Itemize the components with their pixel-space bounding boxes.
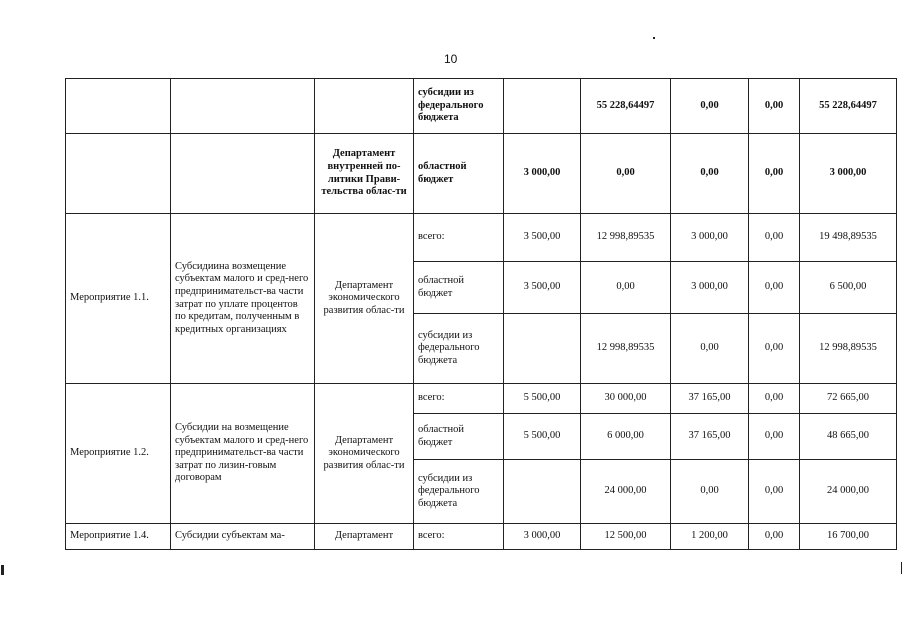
measure-id: Мероприятие 1.4. [66,524,171,550]
value-cell: 3 000,00 [504,524,581,550]
value-cell: 0,00 [581,134,671,214]
value-cell: 16 700,00 [800,524,897,550]
value-cell [504,460,581,524]
table-cell [171,134,315,214]
value-cell [504,314,581,384]
measure-name: Субсидии на возмещение субъектам малого и сред-него предпринимательст-ва части затрат по лизин-говым договорам [171,384,315,524]
value-cell: 12 998,89535 [581,314,671,384]
value-cell: 3 500,00 [504,262,581,314]
value-cell: 3 000,00 [800,134,897,214]
table-cell [171,79,315,134]
table-row [66,524,897,550]
value-cell: 24 000,00 [581,460,671,524]
funding-source: всего: [414,384,504,414]
scan-speck [653,37,655,39]
value-cell [504,79,581,134]
value-cell: 0,00 [671,79,749,134]
executor-cell: Департамент [315,524,414,550]
funding-source: областной бюджет [414,262,504,314]
value-cell: 0,00 [749,384,800,414]
value-cell: 5 500,00 [504,414,581,460]
value-cell: 55 228,64497 [800,79,897,134]
value-cell: 0,00 [671,134,749,214]
value-cell: 0,00 [749,134,800,214]
table-cell [66,134,171,214]
value-cell: 3 000,00 [671,262,749,314]
measure-name: Субсидиина возмещение субъектам малого и сред-него предпринимательст-ва части затрат по уплате процентов по кредитам, полученным в кредитных организациях [171,214,315,384]
value-cell: 12 998,89535 [581,214,671,262]
value-cell: 37 165,00 [671,384,749,414]
measure-id: Мероприятие 1.2. [66,384,171,524]
budget-table [65,78,897,550]
funding-source: всего: [414,524,504,550]
executor-cell: Департамент экономического развития облас-ти [315,214,414,384]
value-cell: 48 665,00 [800,414,897,460]
value-cell: 30 000,00 [581,384,671,414]
value-cell: 12 998,89535 [800,314,897,384]
value-cell: 37 165,00 [671,414,749,460]
page-number: 10 [444,52,458,66]
measure-id: Мероприятие 1.1. [66,214,171,384]
funding-source: субсидии из федерального бюджета [414,314,504,384]
value-cell: 72 665,00 [800,384,897,414]
funding-source: субсидии из федерального бюджета [414,79,504,134]
table-row [66,79,897,134]
funding-source: областной бюджет [414,414,504,460]
value-cell: 0,00 [749,214,800,262]
value-cell: 0,00 [749,414,800,460]
executor-cell: Департамент внутренней по-литики Прави-тельства облас-ти [315,134,414,214]
value-cell: 3 000,00 [671,214,749,262]
measure-name: Субсидии субъектам ма- [171,524,315,550]
table-cell [315,79,414,134]
value-cell: 0,00 [749,524,800,550]
executor-cell: Департамент экономического развития облас-ти [315,384,414,524]
funding-source: областной бюджет [414,134,504,214]
funding-source: субсидии из федерального бюджета [414,460,504,524]
value-cell: 0,00 [671,460,749,524]
value-cell: 55 228,64497 [581,79,671,134]
funding-source: всего: [414,214,504,262]
value-cell: 3 000,00 [504,134,581,214]
table-row [66,384,897,414]
value-cell: 6 000,00 [581,414,671,460]
value-cell: 24 000,00 [800,460,897,524]
value-cell: 0,00 [581,262,671,314]
scan-speck [901,562,902,574]
table-row [66,214,897,262]
value-cell: 19 498,89535 [800,214,897,262]
value-cell: 6 500,00 [800,262,897,314]
value-cell: 0,00 [749,460,800,524]
value-cell: 1 200,00 [671,524,749,550]
value-cell: 0,00 [671,314,749,384]
value-cell: 0,00 [749,262,800,314]
value-cell: 5 500,00 [504,384,581,414]
value-cell: 0,00 [749,79,800,134]
scan-speck [1,565,4,575]
value-cell: 12 500,00 [581,524,671,550]
table-cell [66,79,171,134]
table-row [66,134,897,214]
value-cell: 3 500,00 [504,214,581,262]
value-cell: 0,00 [749,314,800,384]
